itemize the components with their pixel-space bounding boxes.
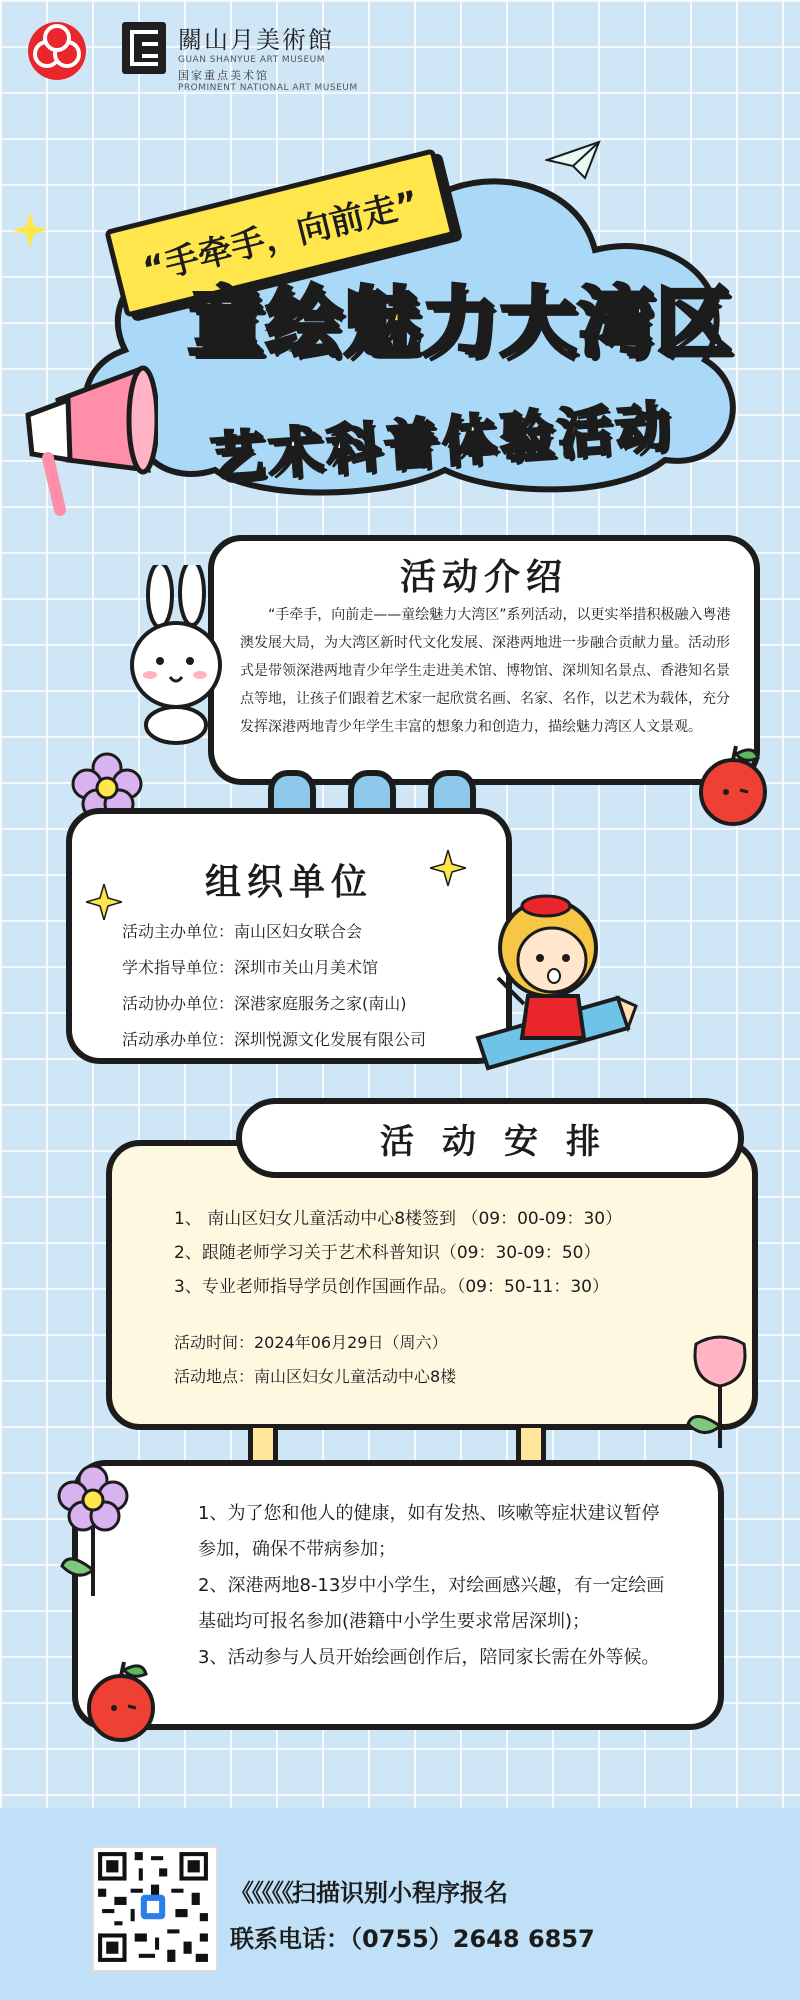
schedule-title-pill (236, 1098, 744, 1178)
museum-name-en: GUAN SHANYUE ART MUSEUM (178, 55, 326, 65)
museum-logo-icon (122, 22, 166, 74)
sparkle-icon (430, 850, 466, 886)
organizer-label: 学术指导单位： (122, 958, 235, 977)
bunny-illustration (112, 565, 222, 745)
girl-pencil-illustration (468, 888, 638, 1078)
list-item: 1、为了您和他人的健康，如有发热、咳嗽等症状建议暂停参加，确保不带病参加； (198, 1503, 660, 1560)
organizers-list (122, 914, 426, 1058)
organizer-label: 活动协办单位： (122, 994, 235, 1013)
list-item: 3、活动参与人员开始绘画创作后，陪同家长需在外等候。 (198, 1647, 660, 1668)
chevron-left-icon: 《《《《《 (230, 1879, 292, 1907)
organizer-value: 深圳悦源文化发展有限公司 (234, 1030, 427, 1049)
organizer-value: 深圳市关山月美术馆 (234, 958, 379, 977)
list-item: 3、专业老师指导学员创作国画作品。（09：50-11：30） (174, 1277, 609, 1297)
notice-card (72, 1460, 724, 1730)
organizer-value: 深港家庭服务之家(南山) (234, 994, 407, 1013)
qr-code[interactable] (92, 1846, 218, 1972)
organizer-label: 活动主办单位： (122, 922, 235, 941)
womens-federation-logo (28, 22, 86, 80)
footer-contact (230, 1870, 595, 1962)
tulip-illustration (680, 1330, 760, 1450)
list-item: 2、深港两地8-13岁中小学生，对绘画感兴趣，有一定绘画基础均可报名参加(港籍中小学生要求常居深圳)； (198, 1575, 665, 1632)
schedule-info (174, 1326, 456, 1394)
list-item (122, 914, 426, 950)
intro-title: 活动介绍 (399, 557, 568, 598)
organizers-card (66, 808, 512, 1064)
hero-title-highlight: 魅力大湾区 (344, 278, 734, 367)
schedule-card (106, 1140, 758, 1430)
hero-subtitle: 艺术科普体验活动 (208, 394, 676, 491)
event-place: 活动地点：南山区妇女儿童活动中心8楼 (174, 1367, 457, 1386)
megaphone-icon (8, 360, 158, 520)
hero-banner-text: “手牵手，向前走” (138, 182, 423, 290)
list-item (122, 986, 426, 1022)
hero-title-part: 童绘 (188, 278, 344, 367)
sparkle-icon (86, 884, 122, 920)
intro-card (208, 535, 760, 785)
apple-illustration (76, 1656, 166, 1746)
organizers-title: 组织单位 (204, 862, 373, 903)
notice-list (198, 1496, 674, 1676)
post-connector (516, 1428, 546, 1462)
schedule-list (174, 1202, 622, 1304)
hero-title (188, 262, 734, 371)
list-item (122, 1022, 426, 1058)
post-connector (248, 1428, 278, 1462)
apple-illustration (688, 740, 778, 830)
list-item: 2、跟随老师学习关于艺术科普知识（09：30-09：50） (174, 1243, 601, 1263)
phone-row (230, 1916, 595, 1962)
museum-name-cn: 關山月美術館 (178, 26, 334, 54)
intro-body: “手牵手，向前走——童绘魅力大湾区”系列活动，以更实举措积极融入粤港澳发展大局，为大湾区新时代文化发展、深港两地进一步融合贡献力量。活动形式是带领深港两地青少年学生走进美术馆、博物馆、深圳知名景点、香港知名景点等地，让孩子们跟着艺术家一起欣赏名画、名家、名作，以艺术为载体，充分发挥深港两地青少年学生丰富的想象力和创造力，描绘魅力湾区人文景观。 (240, 607, 731, 735)
museum-sub-en: PROMINENT NATIONAL ART MUSEUM (178, 83, 358, 93)
organizer-value: 南山区妇女联合会 (234, 922, 363, 941)
organizer-label: 活动承办单位： (122, 1030, 235, 1049)
paper-plane-icon (545, 140, 601, 180)
event-time: 活动时间：2024年06月29日（周六） (174, 1333, 448, 1352)
schedule-title: 活动安排 (380, 1121, 628, 1162)
scan-text: 扫描识别小程序报名 (292, 1879, 508, 1907)
sparkle-icon (12, 212, 48, 248)
museum-sub-cn: 国家重点美术馆 (178, 69, 269, 82)
museum-name (178, 20, 358, 93)
flower-illustration (48, 1460, 138, 1600)
phone-label: 联系电话： (230, 1925, 350, 1953)
list-item: 1、 南山区妇女儿童活动中心8楼签到 （09：00-09：30） (174, 1209, 623, 1229)
scan-prompt (230, 1870, 595, 1916)
list-item (122, 950, 426, 986)
qr-code-icon (94, 1848, 212, 1966)
phone-number[interactable]: （0755）2648 6857 (350, 1925, 595, 1953)
